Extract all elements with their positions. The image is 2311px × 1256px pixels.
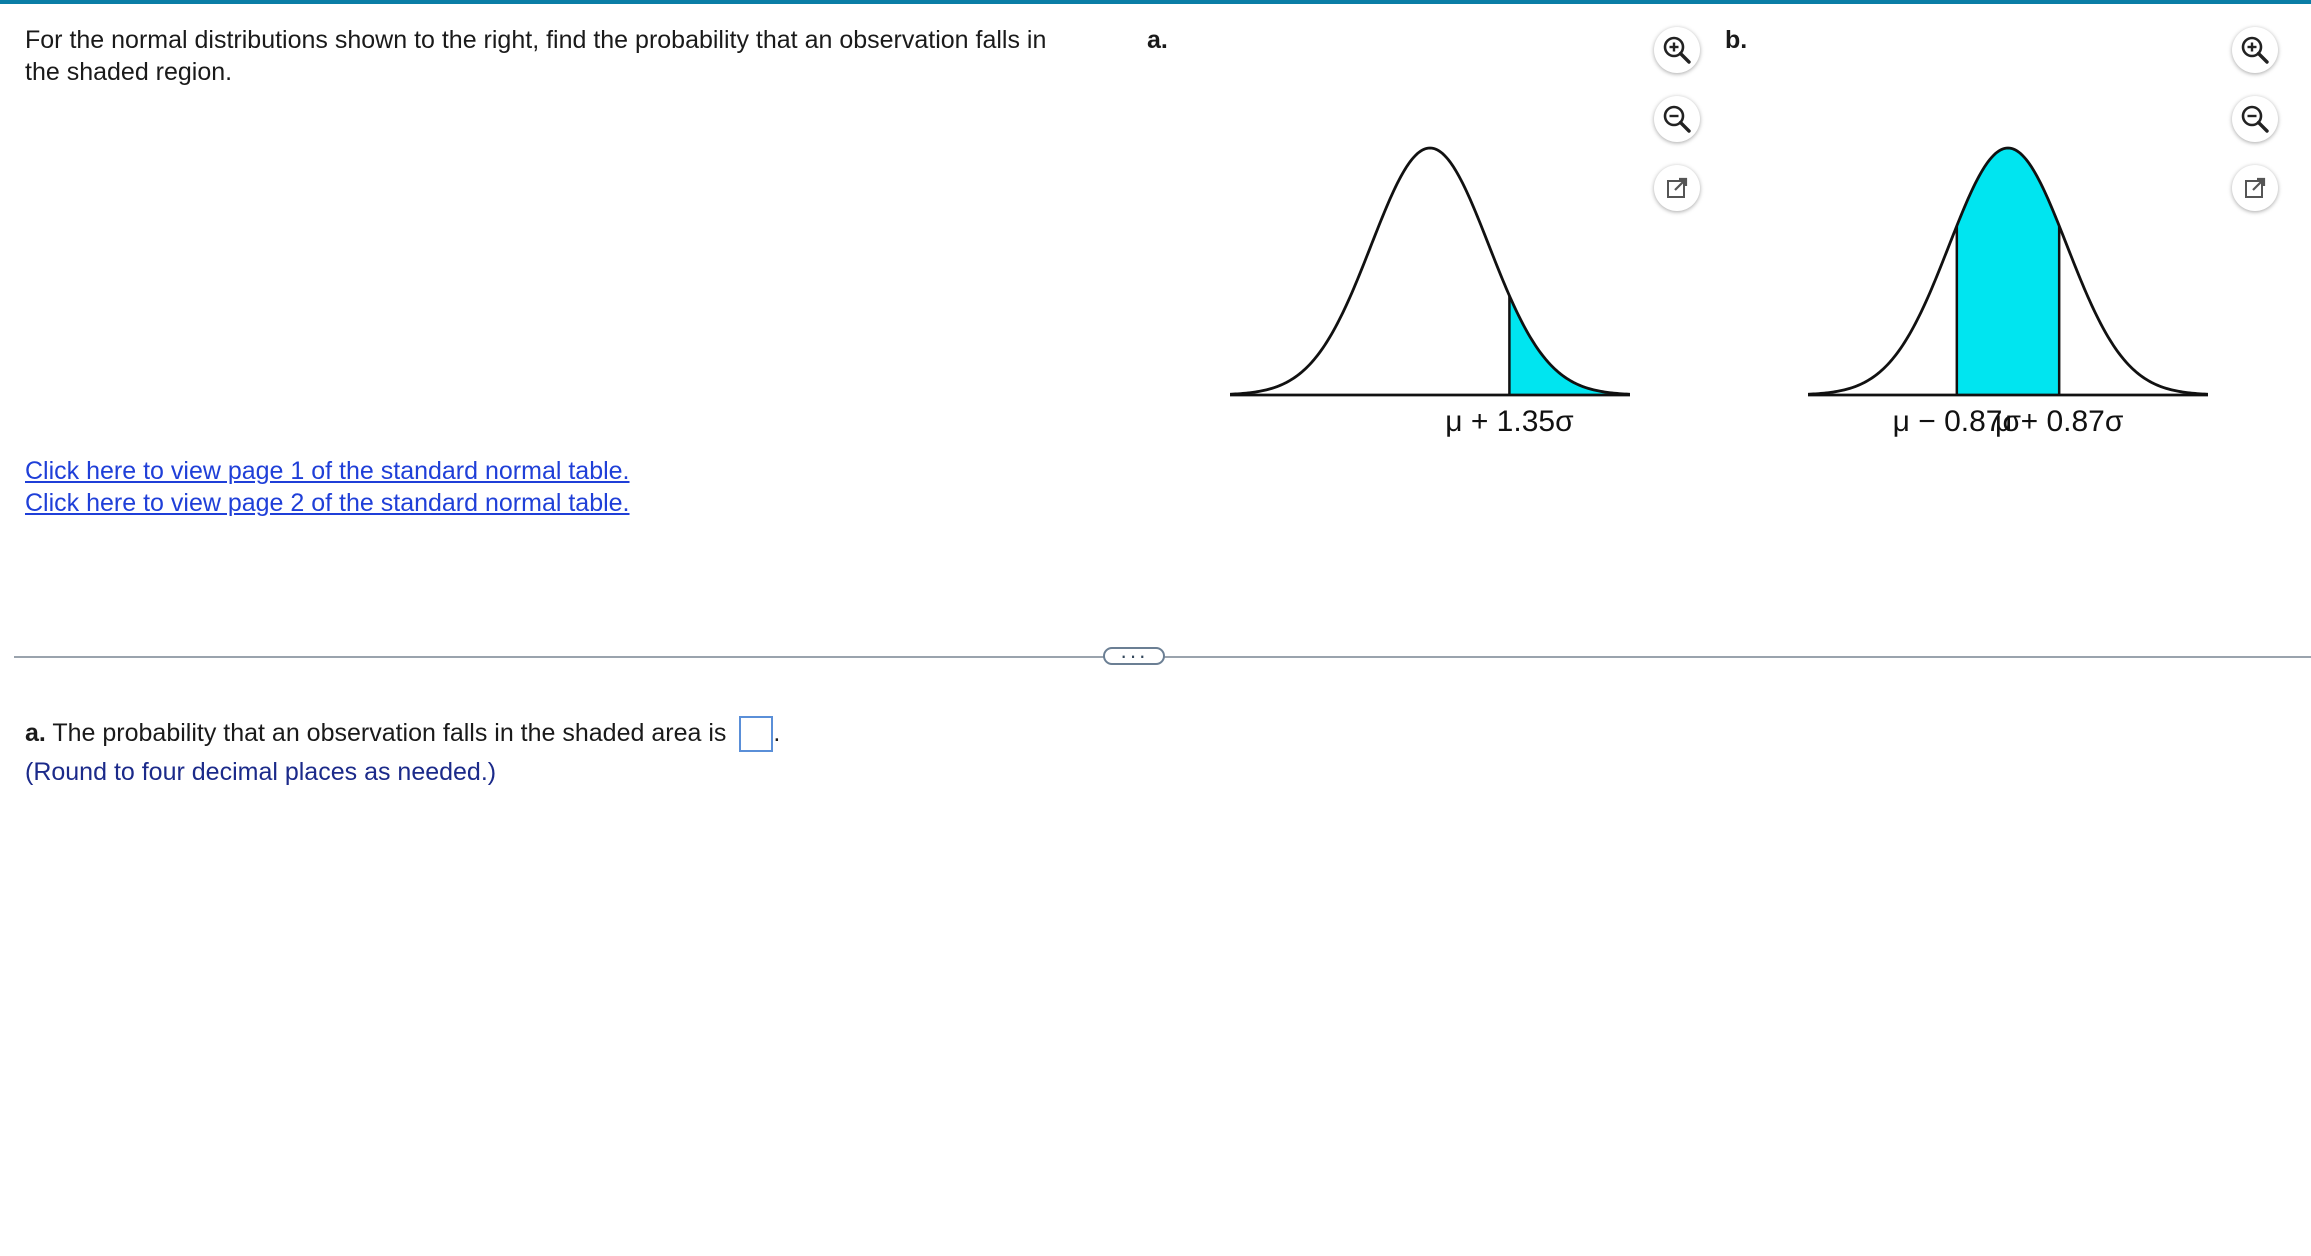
figure-a-popout-button[interactable]	[1654, 165, 1700, 211]
figure-b-tick-label-1: μ − 0.87σ	[1892, 405, 2022, 438]
external-link-icon	[2239, 172, 2271, 204]
figure-b-tick-label-2: μ + 0.87σ	[1994, 405, 2124, 438]
figure-b-label: b.	[1725, 26, 1748, 54]
zoom-out-icon	[1661, 103, 1693, 135]
figure-b-normal-curve	[1808, 120, 2208, 450]
answer-text: The probability that an observation falls in the shaded area is	[45, 719, 727, 747]
figure-b-popout-button[interactable]	[2232, 165, 2278, 211]
question-text: For the normal distributions shown to the right, find the probability that an observation falls in the shaded region.	[25, 26, 1047, 86]
figure-b-zoom-in-button[interactable]	[2232, 27, 2278, 73]
figure-a-tick-label-1: μ + 1.35σ	[1445, 405, 1574, 438]
figure-a-normal-curve	[1230, 120, 1630, 450]
zoom-in-icon	[2239, 34, 2271, 66]
figure-a-curve	[1230, 148, 1630, 394]
figure-a-zoom-out-button[interactable]	[1654, 96, 1700, 142]
figure-b-zoom-out-button[interactable]	[2232, 96, 2278, 142]
rounding-hint: (Round to four decimal places as needed.)	[25, 758, 497, 786]
top-accent-bar	[0, 0, 2311, 4]
zoom-out-icon	[2239, 103, 2271, 135]
normal-table-page-1-link[interactable]: Click here to view page 1 of the standard normal table.	[25, 457, 630, 485]
figure-a-label: a.	[1147, 26, 1168, 54]
zoom-in-icon	[1661, 34, 1693, 66]
answer-line	[25, 716, 780, 752]
answer-suffix: .	[773, 719, 781, 747]
normal-table-page-2-link[interactable]: Click here to view page 2 of the standard normal table.	[25, 489, 630, 517]
answer-part-label: a.	[25, 719, 46, 747]
figure-b-shaded-region	[1957, 148, 2059, 395]
external-link-icon	[1661, 172, 1693, 204]
table-links	[25, 455, 630, 519]
expand-more-button[interactable]: ···	[1103, 647, 1165, 665]
answer-input-box[interactable]	[739, 716, 773, 752]
figure-a-zoom-in-button[interactable]	[1654, 27, 1700, 73]
